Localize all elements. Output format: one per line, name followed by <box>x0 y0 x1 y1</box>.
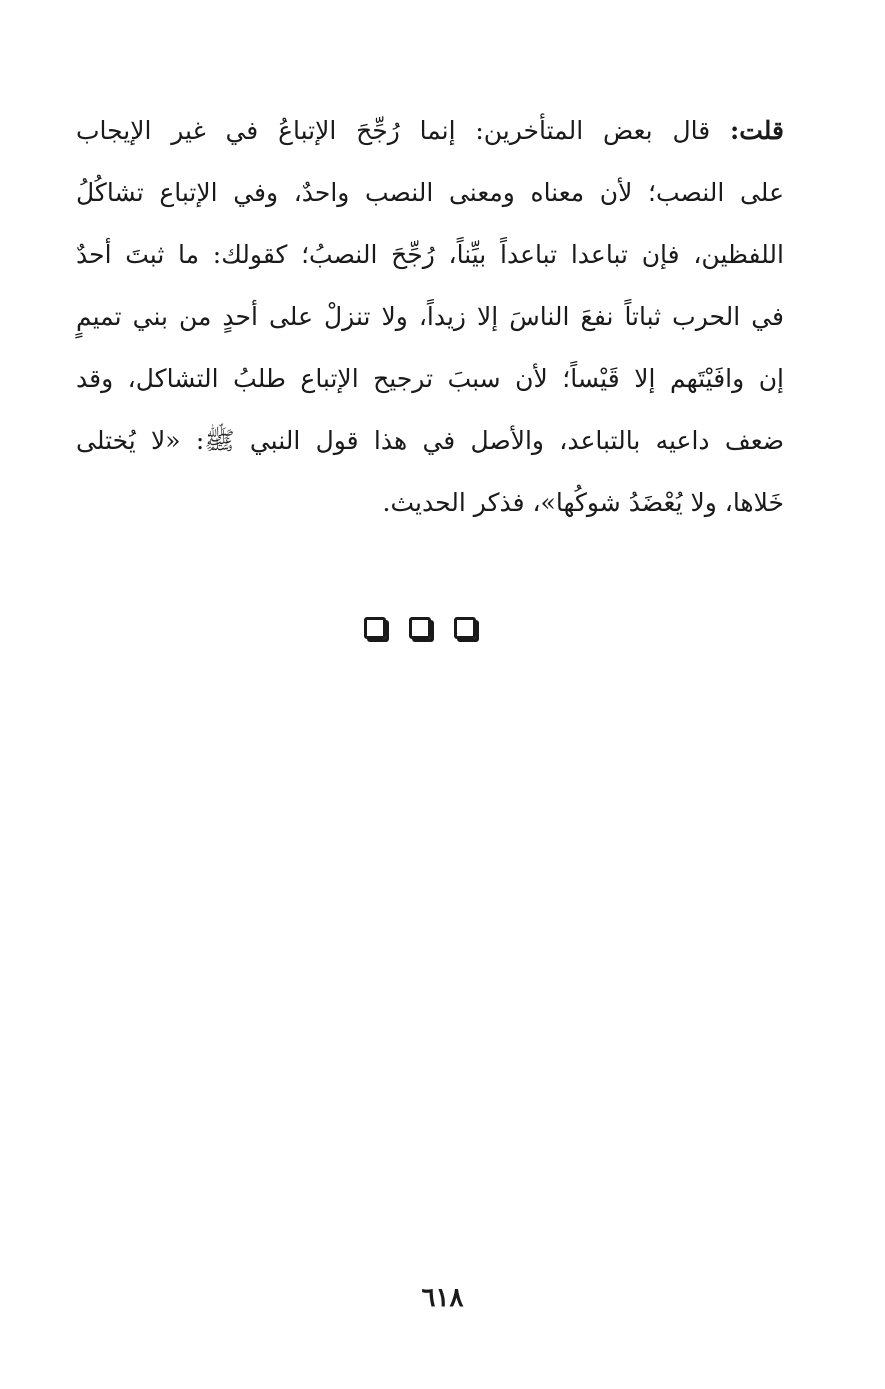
body-paragraph <box>76 100 784 534</box>
text-line-2: على النصب؛ لأن معناه ومعنى النصب واحدٌ، وفي الإتباع تشاكُلُ <box>76 178 784 207</box>
page-number: ٦١٨ <box>421 1283 464 1313</box>
text-line-6: ضعف داعيه بالتباعد، والأصل في هذا قول النبي ﷺ: «لا يُختلى <box>76 426 784 455</box>
section-separator <box>364 613 476 643</box>
paragraph-lead-word: قلت: <box>729 116 784 145</box>
text-line-5: إن وافَيْتَهم إلا قَيْساً؛ لأن سببَ ترجيح الإتباع طلبُ التشاكل، وقد <box>76 364 784 393</box>
square-ornament-icon <box>454 617 476 639</box>
text-line-3: اللفظين، فإن تباعدا تباعداً بيِّناً، رُجِّحَ النصبُ؛ كقولك: ما ثبتَ أحدٌ <box>76 240 784 269</box>
square-ornament-icon <box>364 617 386 639</box>
square-ornament-icon <box>409 617 431 639</box>
text-line-7: خَلاها، ولا يُعْضَدُ شوكُها»، فذكر الحديث. <box>382 488 784 517</box>
text-line-4: في الحرب ثباتاً نفعَ الناسَ إلا زيداً، ولا تنزلْ على أحدٍ من بني تميمٍ <box>76 302 784 331</box>
text-line-1 <box>76 100 784 162</box>
text-line-1-rest: قال بعض المتأخرين: إنما رُجِّحَ الإتباعُ في غير الإيجاب <box>76 116 730 145</box>
